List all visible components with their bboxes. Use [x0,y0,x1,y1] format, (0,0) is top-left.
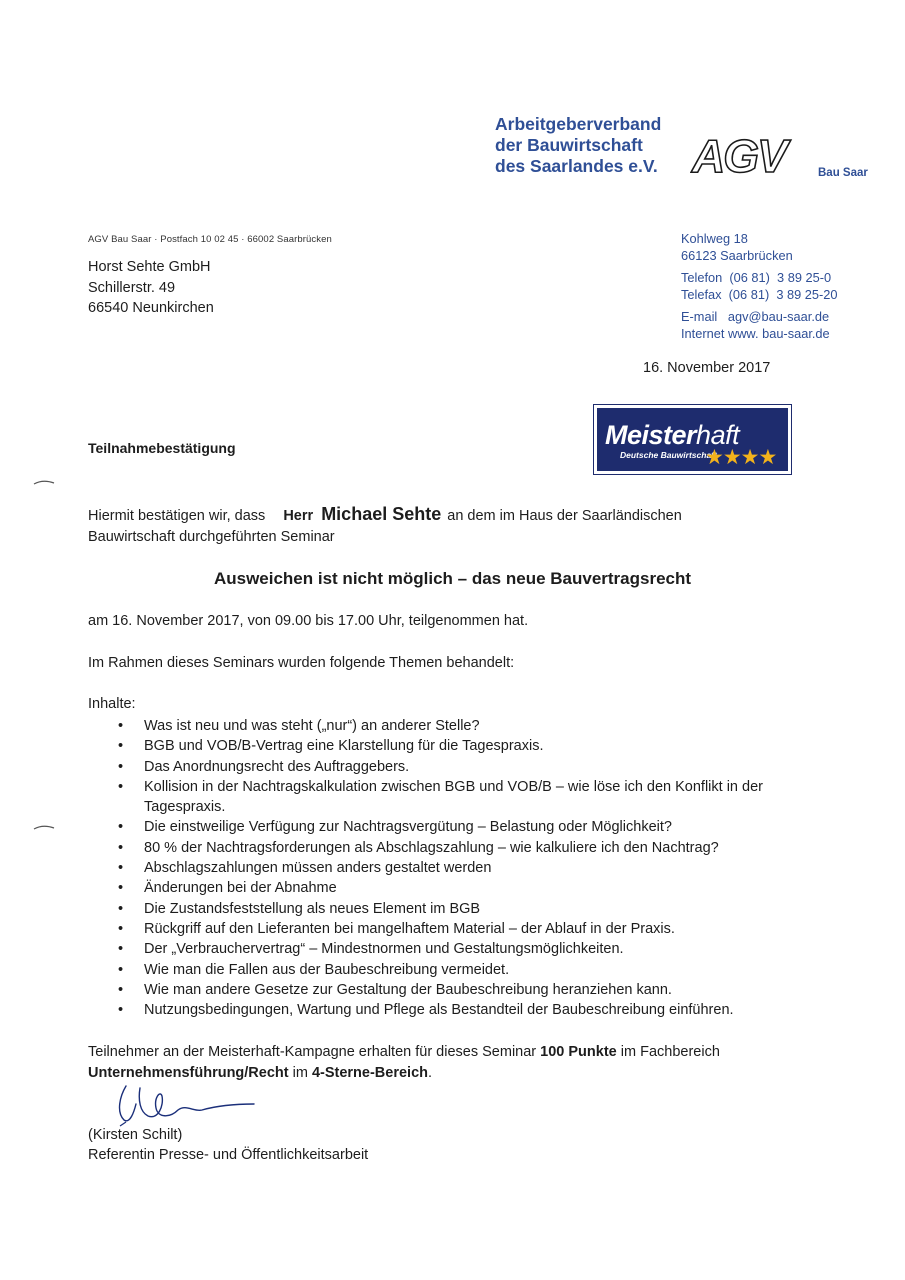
sender-return-address: AGV Bau Saar · Postfach 10 02 45 · 66002 Saarbrücken [88,234,332,245]
logo-subtext: Bau Saar [818,167,868,179]
organization-name [495,114,661,177]
badge-subtitle: Deutsche Bauwirtschaft [620,450,717,460]
list-item: • Kollision in der Nachtragskalkulation zwischen BGB und VOB/B – wie löse ich den Konflikt in der Tagespraxis. [118,777,788,818]
contact-email: E-mail agv@bau-saar.de [681,309,830,324]
topics-intro: Im Rahmen dieses Seminars wurden folgende Themen behandelt: [88,655,515,671]
signer-name: (Kirsten Schilt) [88,1127,183,1143]
intro-line2: Bauwirtschaft durchgeführten Seminar [88,529,335,545]
participant-name: Michael Sehte [321,504,442,524]
list-item: • Die einstweilige Verfügung zur Nachtragsvergütung – Belastung oder Möglichkeit? [118,817,788,837]
list-item: • 80 % der Nachtragsforderungen als Abschlagszahlung – wie kalkuliere ich den Nachtrag? [118,838,788,858]
agv-logo [690,134,870,180]
list-item: • Das Anordnungsrecht des Auftraggebers. [118,757,788,777]
list-item: • Wie man andere Gesetze zur Gestaltung der Baubeschreibung heranziehen kann. [118,980,788,1000]
meisterhaft-badge [593,404,792,475]
recipient-address [88,257,214,319]
date-line: am 16. November 2017, von 09.00 bis 17.00 Uhr, teilgenommen hat. [88,613,529,629]
closing-paragraph [88,1042,788,1084]
intro-after: an dem im Haus der Saarländischen [447,508,682,524]
field-name: Unternehmensführung/Recht [88,1065,289,1081]
subject-line: Teilnahmebestätigung [88,440,236,456]
points-value: 100 Punkte [540,1044,617,1060]
contents-label: Inhalte: [88,696,136,712]
logo-text: AGV [692,134,786,180]
list-item: • Die Zustandsfeststellung als neues Element im BGB [118,899,788,919]
handwritten-signature [112,1082,262,1130]
badge-stars: ★★★★ [705,445,777,469]
contact-street: Kohlweg 18 [681,231,748,246]
contact-block [681,231,838,342]
fold-mark [33,824,55,830]
list-item: • Rückgriff auf den Lieferanten bei mangelhaftem Material – der Ablauf in der Praxis. [118,919,788,939]
list-item: • Abschlagszahlungen müssen anders gestaltet werden [118,858,788,878]
letter-date: 16. November 2017 [643,360,771,376]
org-name-line: des Saarlandes e.V. [495,156,658,176]
list-item: • Änderungen bei der Abnahme [118,878,788,898]
badge-title-light: haft [696,420,740,450]
org-name-line: Arbeitgeberverband [495,114,662,134]
outro-text: . [428,1065,433,1081]
contact-internet: Internet www. bau-saar.de [681,325,830,341]
fold-mark [33,479,55,485]
contact-telefon: Telefon (06 81) 3 89 25-0 [681,270,832,285]
outro-text: im Fachbereich [616,1044,720,1060]
level-name: 4-Sterne-Bereich [311,1065,428,1081]
recipient-street: Schillerstr. 49 [88,279,176,296]
outro-text: Teilnehmer an der Meisterhaft-Kampagne erhalten für dieses Seminar [88,1044,541,1060]
intro-paragraph [88,504,682,548]
org-name-line: der Bauwirtschaft [495,135,643,155]
contact-telefax: Telefax (06 81) 3 89 25-20 [681,286,838,302]
intro-before: Hiermit bestätigen wir, dass [88,508,266,524]
list-item: • Wie man die Fallen aus der Baubeschreibung vermeidet. [118,960,788,980]
intro-salutation: Herr [283,508,314,524]
list-item: • Was ist neu und was steht („nur“) an anderer Stelle? [118,716,788,736]
outro-text: im [288,1065,312,1081]
recipient-company: Horst Sehte GmbH [88,259,211,275]
topics-list [118,716,788,1020]
list-item: • BGB und VOB/B-Vertrag eine Klarstellung für die Tagespraxis. [118,736,788,756]
list-item: • Der „Verbrauchervertrag“ – Mindestnormen und Gestaltungsmöglichkeiten. [118,939,788,959]
list-item: • Nutzungsbedingungen, Wartung und Pflege als Bestandteil der Baubeschreibung einführen. [118,1000,788,1020]
contact-city: 66123 Saarbrücken [681,247,793,263]
badge-title-bold: Meister [605,420,697,450]
recipient-city: 66540 Neunkirchen [88,300,214,316]
signer-block [88,1125,368,1165]
seminar-title: Ausweichen ist nicht möglich – das neue Bauvertragsrecht [213,569,692,588]
signer-role: Referentin Presse- und Öffentlichkeitsarbeit [88,1147,369,1163]
